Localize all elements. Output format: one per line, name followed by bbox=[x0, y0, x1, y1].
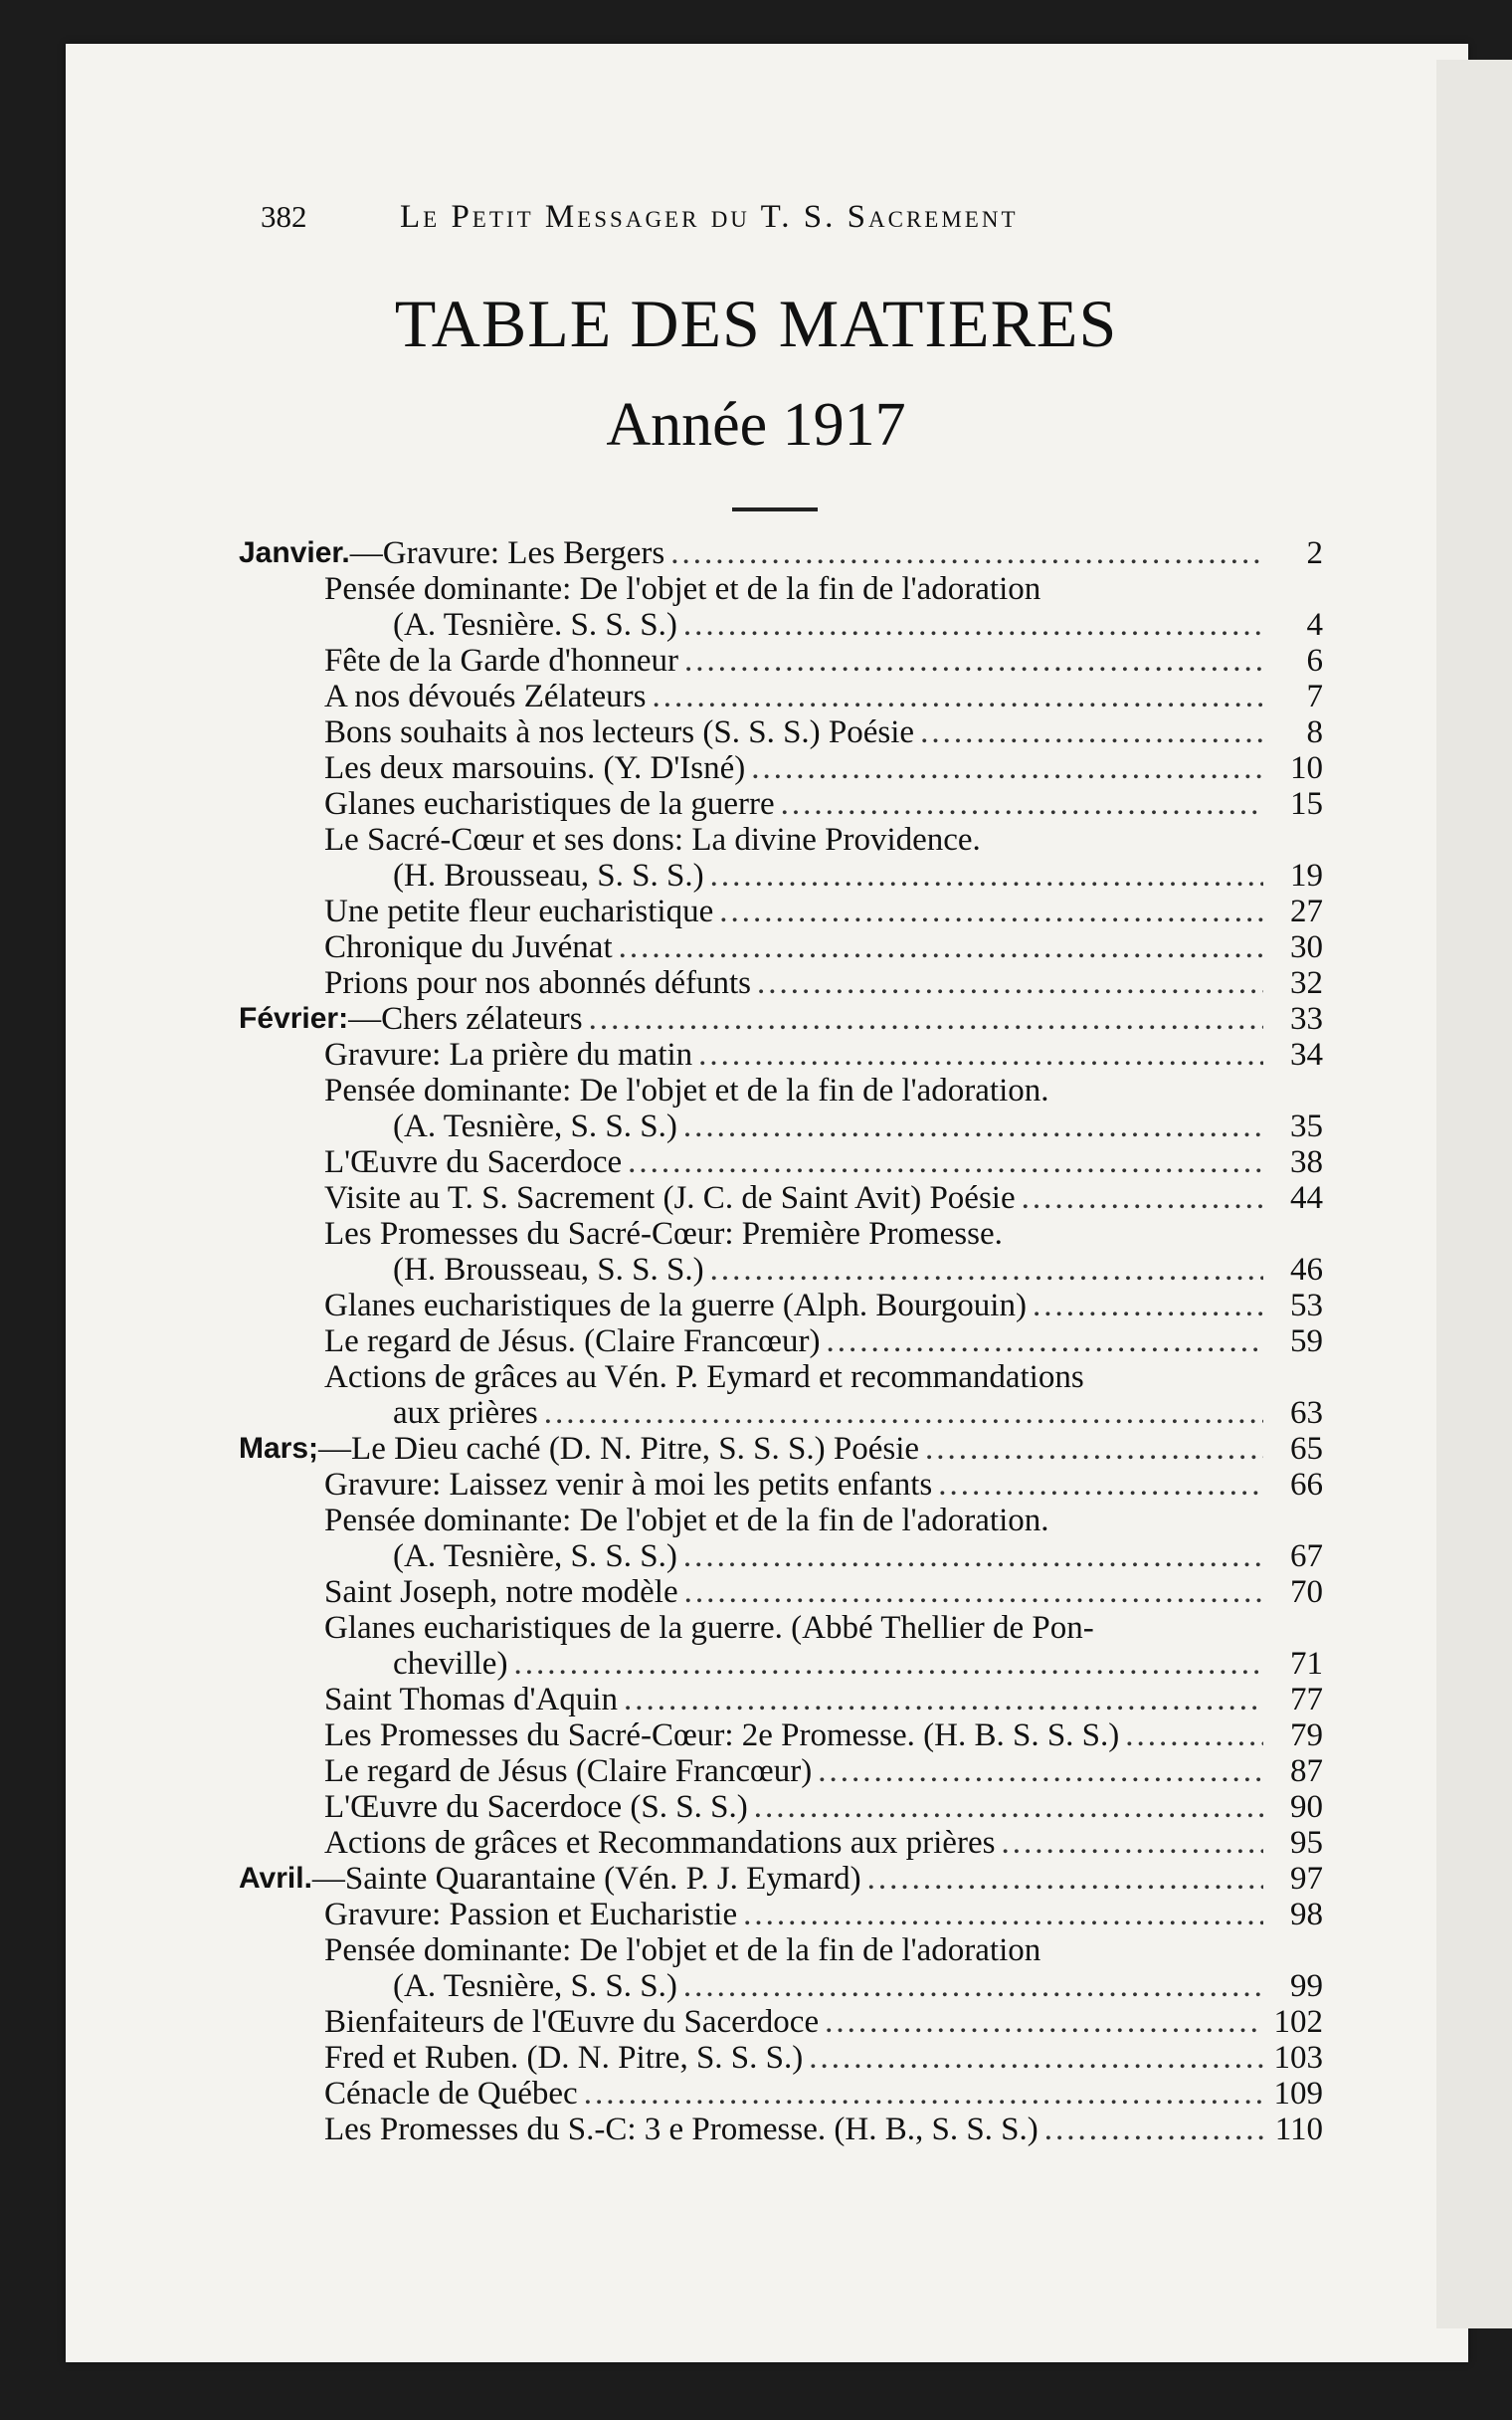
dot-leader bbox=[754, 1789, 1263, 1825]
toc-entry-title: (A. Tesnière. S. S. S.) bbox=[393, 607, 677, 643]
toc-page-number: 44 bbox=[1290, 1180, 1323, 1216]
toc-entry bbox=[239, 607, 1323, 643]
toc-entry-title: Chronique du Juvénat bbox=[324, 929, 613, 965]
toc-page-number: 4 bbox=[1306, 607, 1323, 643]
toc-page-number: 6 bbox=[1306, 643, 1323, 679]
dot-leader bbox=[670, 535, 1263, 571]
toc-entry bbox=[239, 1789, 1323, 1825]
toc-page-number: 109 bbox=[1273, 2076, 1323, 2112]
toc-month: Mars; bbox=[239, 1432, 319, 1465]
toc-entry-title: L'Œuvre du Sacerdoce (S. S. S.) bbox=[324, 1789, 748, 1825]
dot-leader bbox=[584, 2076, 1263, 2112]
toc-entry bbox=[239, 2004, 1323, 2040]
dot-leader bbox=[1044, 2112, 1263, 2147]
toc-entry bbox=[239, 1503, 1323, 1538]
toc-entry bbox=[239, 643, 1323, 679]
toc-page-number: 103 bbox=[1273, 2040, 1323, 2076]
dot-leader bbox=[867, 1861, 1263, 1897]
toc-page-number: 67 bbox=[1290, 1538, 1323, 1574]
toc-entry bbox=[239, 1395, 1323, 1431]
toc-page-number: 71 bbox=[1290, 1646, 1323, 1682]
toc-entry-title: Glanes eucharistiques de la guerre. (Abbé Thellier de Pon- bbox=[324, 1610, 1094, 1646]
toc-page-number: 38 bbox=[1290, 1144, 1323, 1180]
dot-leader bbox=[938, 1467, 1263, 1503]
dot-leader bbox=[825, 2004, 1263, 2040]
page-number: 382 bbox=[261, 199, 307, 234]
toc-entry bbox=[239, 750, 1323, 786]
toc-entry bbox=[239, 929, 1323, 965]
toc-entry-title: Les Promesses du S.-C: 3 e Promesse. (H. B., S. S. S.) bbox=[324, 2112, 1039, 2147]
toc-page-number: 53 bbox=[1290, 1288, 1323, 1323]
toc-page-number: 97 bbox=[1290, 1861, 1323, 1897]
toc-entry-title: —Le Dieu caché (D. N. Pitre, S. S. S.) Poésie bbox=[318, 1431, 920, 1467]
toc-page-number: 15 bbox=[1290, 786, 1323, 822]
dot-leader bbox=[751, 750, 1263, 786]
toc-page-number: 46 bbox=[1290, 1252, 1323, 1288]
toc-entry-title: Une petite fleur eucharistique bbox=[324, 894, 714, 929]
toc-page-number: 59 bbox=[1290, 1323, 1323, 1359]
dot-leader bbox=[683, 1538, 1263, 1574]
toc-page-number: 66 bbox=[1290, 1467, 1323, 1503]
toc-entry-title: Glanes eucharistiques de la guerre (Alph. Bourgouin) bbox=[324, 1288, 1027, 1323]
toc-entry-title: Fête de la Garde d'honneur bbox=[324, 643, 678, 679]
toc-page-number: 77 bbox=[1290, 1682, 1323, 1717]
toc-entry-title: Pensée dominante: De l'objet et de la fin de l'adoration. bbox=[324, 1073, 1049, 1109]
dot-leader bbox=[809, 2040, 1263, 2076]
dot-leader bbox=[826, 1323, 1263, 1359]
toc-page-number: 27 bbox=[1290, 894, 1323, 929]
toc-entry-title: Les Promesses du Sacré-Cœur: Première Promesse. bbox=[324, 1216, 1003, 1252]
toc-page-number: 95 bbox=[1290, 1825, 1323, 1861]
toc-entry bbox=[239, 714, 1323, 750]
toc-entry bbox=[239, 1001, 1323, 1037]
dot-leader bbox=[710, 1252, 1263, 1288]
toc-entry bbox=[239, 1467, 1323, 1503]
toc-entry bbox=[239, 1753, 1323, 1789]
toc-entry-title: Les Promesses du Sacré-Cœur: 2e Promesse. (H. B. S. S. S.) bbox=[324, 1717, 1120, 1753]
toc-entry-title: Pensée dominante: De l'objet et de la fin de l'adoration. bbox=[324, 1503, 1049, 1538]
toc-entry bbox=[239, 1144, 1323, 1180]
toc-entry-title: Gravure: La prière du matin bbox=[324, 1037, 693, 1073]
toc-entry-title: —Gravure: Les Bergers bbox=[349, 535, 665, 571]
dot-leader bbox=[781, 786, 1263, 822]
toc-page-number: 98 bbox=[1290, 1897, 1323, 1932]
toc-entry-title: Actions de grâces au Vén. P. Eymard et recommandations bbox=[324, 1359, 1084, 1395]
toc-entry-title: aux prières bbox=[393, 1395, 538, 1431]
toc-entry-title: (A. Tesnière, S. S. S.) bbox=[393, 1968, 677, 2004]
toc-page-number: 30 bbox=[1290, 929, 1323, 965]
toc-entry bbox=[239, 2112, 1323, 2147]
dot-leader bbox=[683, 1968, 1263, 2004]
toc-page-number: 65 bbox=[1290, 1431, 1323, 1467]
toc-entry bbox=[239, 1538, 1323, 1574]
dot-leader bbox=[624, 1682, 1263, 1717]
toc-entry-title: Visite au T. S. Sacrement (J. C. de Saint Avit) Poésie bbox=[324, 1180, 1016, 1216]
dot-leader bbox=[818, 1753, 1263, 1789]
dot-leader bbox=[1001, 1825, 1263, 1861]
toc-page-number: 33 bbox=[1290, 1001, 1323, 1037]
toc-entry bbox=[239, 1861, 1323, 1897]
toc-entry-title: (H. Brousseau, S. S. S.) bbox=[393, 858, 704, 894]
toc-page-number: 2 bbox=[1306, 535, 1323, 571]
toc-entry bbox=[239, 1323, 1323, 1359]
toc-page-number: 32 bbox=[1290, 965, 1323, 1001]
toc-entry bbox=[239, 1180, 1323, 1216]
toc-entry-title: A nos dévoués Zélateurs bbox=[324, 679, 647, 714]
toc-entry bbox=[239, 894, 1323, 929]
toc-entry-title: L'Œuvre du Sacerdoce bbox=[324, 1144, 623, 1180]
toc-entry bbox=[239, 1252, 1323, 1288]
toc-month: Février: bbox=[239, 1002, 349, 1035]
toc-page-number: 79 bbox=[1290, 1717, 1323, 1753]
toc-entry bbox=[239, 822, 1323, 858]
toc-entry bbox=[239, 571, 1323, 607]
toc-entry-title: Le regard de Jésus. (Claire Francœur) bbox=[324, 1323, 821, 1359]
title-rule bbox=[732, 507, 818, 511]
dot-leader bbox=[757, 965, 1263, 1001]
toc-entry-title: Bienfaiteurs de l'Œuvre du Sacerdoce bbox=[324, 2004, 820, 2040]
toc-entry bbox=[239, 1073, 1323, 1109]
dot-leader bbox=[628, 1144, 1263, 1180]
toc-entry-title: cheville) bbox=[393, 1646, 508, 1682]
page-title: TABLE DES MATIERES bbox=[394, 286, 1118, 361]
dot-leader bbox=[710, 858, 1263, 894]
toc-entry bbox=[239, 1216, 1323, 1252]
dot-leader bbox=[619, 929, 1263, 965]
toc-entry-title: Le Sacré-Cœur et ses dons: La divine Providence. bbox=[324, 822, 981, 858]
toc-entry bbox=[239, 1968, 1323, 2004]
toc-entry bbox=[239, 1717, 1323, 1753]
toc-entry-title: Fred et Ruben. (D. N. Pitre, S. S. S.) bbox=[324, 2040, 804, 2076]
dot-leader bbox=[513, 1646, 1263, 1682]
toc-entry bbox=[239, 965, 1323, 1001]
dot-leader bbox=[653, 679, 1263, 714]
toc-entry bbox=[239, 1897, 1323, 1932]
toc-entry bbox=[239, 1109, 1323, 1144]
dot-leader bbox=[684, 1574, 1263, 1610]
dot-leader bbox=[925, 1431, 1263, 1467]
toc-month: Janvier. bbox=[239, 536, 350, 569]
dot-leader bbox=[589, 1001, 1263, 1037]
toc-page-number: 7 bbox=[1306, 679, 1323, 714]
toc-entry bbox=[239, 858, 1323, 894]
dot-leader bbox=[544, 1395, 1263, 1431]
toc-page-number: 8 bbox=[1306, 714, 1323, 750]
toc-page-number: 19 bbox=[1290, 858, 1323, 894]
dot-leader bbox=[743, 1897, 1263, 1932]
toc-entry-title: Glanes eucharistiques de la guerre bbox=[324, 786, 775, 822]
toc-page-number: 34 bbox=[1290, 1037, 1323, 1073]
journal-title: Le Petit Messager du T. S. Sacrement bbox=[400, 199, 1019, 235]
toc-entry bbox=[239, 1825, 1323, 1861]
dot-leader bbox=[1033, 1288, 1263, 1323]
dot-leader bbox=[683, 607, 1263, 643]
toc-entry-title: —Chers zélateurs bbox=[348, 1001, 583, 1037]
toc-entry bbox=[239, 1610, 1323, 1646]
toc-entry bbox=[239, 786, 1323, 822]
toc-entry-title: Le regard de Jésus (Claire Francœur) bbox=[324, 1753, 813, 1789]
toc-entry bbox=[239, 1431, 1323, 1467]
toc-entry-title: Gravure: Passion et Eucharistie bbox=[324, 1897, 738, 1932]
toc-entry-title: Bons souhaits à nos lecteurs (S. S. S.) Poésie bbox=[324, 714, 915, 750]
dot-leader bbox=[698, 1037, 1263, 1073]
toc-page-number: 90 bbox=[1290, 1789, 1323, 1825]
toc-page-number: 70 bbox=[1290, 1574, 1323, 1610]
toc-entry bbox=[239, 1359, 1323, 1395]
toc-page-number: 87 bbox=[1290, 1753, 1323, 1789]
toc-page-number: 35 bbox=[1290, 1109, 1323, 1144]
toc-entry-title: Saint Thomas d'Aquin bbox=[324, 1682, 619, 1717]
toc-entry bbox=[239, 1682, 1323, 1717]
toc-entry-title: (A. Tesnière, S. S. S.) bbox=[393, 1538, 677, 1574]
toc-entry bbox=[239, 1288, 1323, 1323]
toc-entry bbox=[239, 1574, 1323, 1610]
toc-entry-title: Prions pour nos abonnés défunts bbox=[324, 965, 751, 1001]
toc-entry-title: Cénacle de Québec bbox=[324, 2076, 578, 2112]
toc-entry-title: Pensée dominante: De l'objet et de la fin de l'adoration bbox=[324, 1932, 1041, 1968]
toc-entry bbox=[239, 1932, 1323, 1968]
toc-entry bbox=[239, 2076, 1323, 2112]
toc-page-number: 10 bbox=[1290, 750, 1323, 786]
running-head bbox=[261, 199, 1216, 236]
toc-page-number: 110 bbox=[1274, 2112, 1323, 2147]
toc-entry bbox=[239, 679, 1323, 714]
dot-leader bbox=[719, 894, 1263, 929]
toc-page-number: 102 bbox=[1273, 2004, 1323, 2040]
toc-page-number: 63 bbox=[1290, 1395, 1323, 1431]
dot-leader bbox=[1022, 1180, 1263, 1216]
dot-leader bbox=[684, 643, 1263, 679]
toc-entry-title: Les deux marsouins. (Y. D'Isné) bbox=[324, 750, 746, 786]
dot-leader bbox=[683, 1109, 1263, 1144]
toc-entry bbox=[239, 2040, 1323, 2076]
toc-entry-title: —Sainte Quarantaine (Vén. P. J. Eymard) bbox=[311, 1861, 861, 1897]
toc-page-number: 99 bbox=[1290, 1968, 1323, 2004]
year-heading: Année 1917 bbox=[606, 391, 906, 459]
toc-entry bbox=[239, 1646, 1323, 1682]
toc-entry-title: Saint Joseph, notre modèle bbox=[324, 1574, 678, 1610]
toc-entry-title: Pensée dominante: De l'objet et de la fin de l'adoration bbox=[324, 571, 1041, 607]
toc-entry-title: Actions de grâces et Recommandations aux prières bbox=[324, 1825, 996, 1861]
toc-entry-title: Gravure: Laissez venir à moi les petits enfants bbox=[324, 1467, 933, 1503]
dot-leader bbox=[1125, 1717, 1263, 1753]
toc-entry-title: (H. Brousseau, S. S. S.) bbox=[393, 1252, 704, 1288]
toc-entry bbox=[239, 1037, 1323, 1073]
toc-entry-title: (A. Tesnière, S. S. S.) bbox=[393, 1109, 677, 1144]
toc-month: Avril. bbox=[239, 1862, 312, 1895]
toc-entry bbox=[239, 535, 1323, 571]
table-of-contents bbox=[239, 535, 1323, 2147]
dot-leader bbox=[920, 714, 1263, 750]
